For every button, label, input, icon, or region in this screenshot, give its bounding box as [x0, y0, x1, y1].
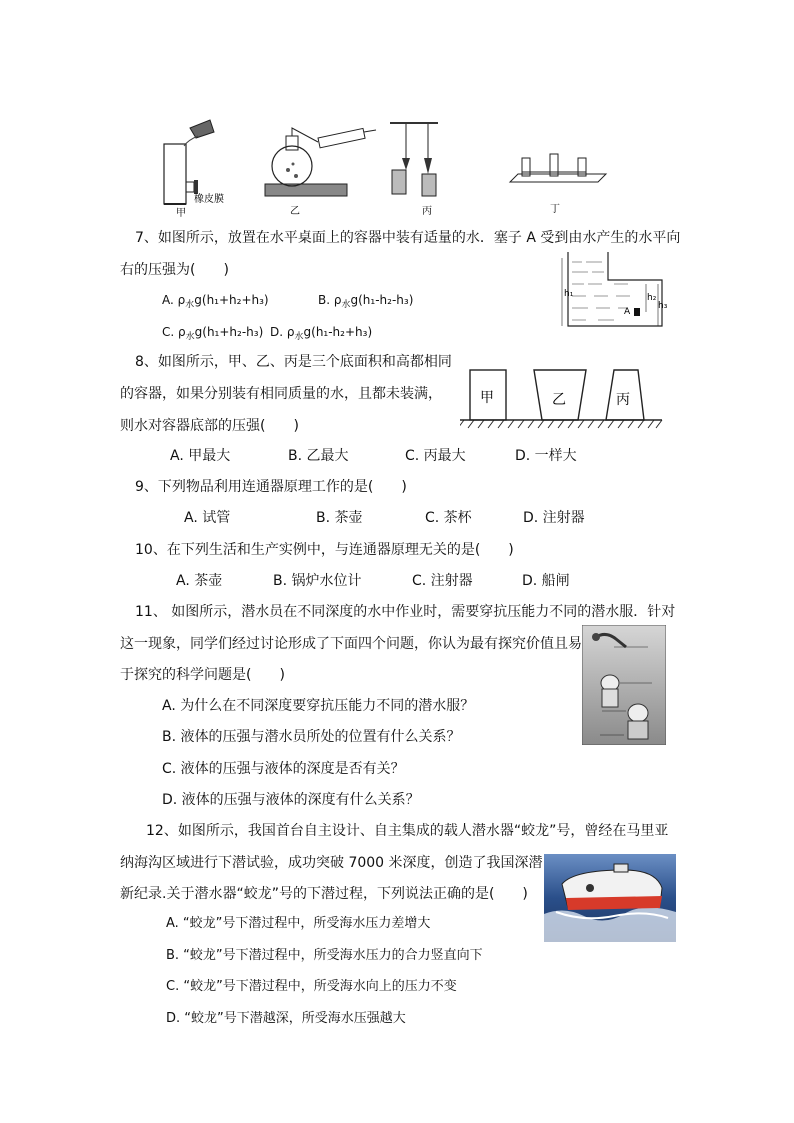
top-label-yi: 乙 — [290, 206, 300, 217]
q11-option-c: C. 液体的压强与液体的深度是否有关？ — [162, 761, 405, 777]
q9-option-d: D. 注射器 — [523, 510, 585, 526]
q12-option-c: C. “蛟龙”号下潜过程中，所受海水向上的压力不变 — [166, 979, 457, 994]
q10-option-c: C. 注射器 — [412, 573, 473, 589]
membrane-label: 橡皮膜 — [194, 194, 224, 205]
figure-bing — [390, 122, 438, 196]
q8-stem-line1: 8、如图所示，甲、乙、丙是三个底面积和高都相同 — [135, 354, 452, 370]
q7-label-h2: h₂ — [647, 293, 657, 303]
q10-stem: 10、在下列生活和生产实例中，与连通器原理无关的是( ) — [135, 542, 514, 558]
figure-top-row — [150, 118, 620, 218]
q11-stem-line2: 这一现象，同学们经过讨论形成了下面四个问题，你认为最有探究价值且易 — [120, 636, 582, 652]
figure-jia — [164, 120, 224, 205]
q10-option-a: A. 茶壶 — [176, 573, 223, 589]
q10-option-b: B. 锅炉水位计 — [273, 573, 362, 589]
q12-submersible-image — [544, 854, 676, 942]
q12-stem-line2: 纳海沟区域进行下潜试验，成功突破 7000 米深度，创造了我国深潜 — [120, 855, 543, 871]
q7-label-h3: h₃ — [658, 301, 668, 311]
q7-option-d: D. $\rho_水g(h_1-h_2+h_3)$ — [270, 325, 373, 342]
q7-option-a: A. $\rho_水g(h_1+h_2+h_3)$ — [162, 293, 269, 310]
figure-yi — [265, 128, 376, 196]
q7-option-c: C. $\rho_水g(h_1+h_2-h_3)$ — [162, 325, 264, 342]
q11-option-a: A. 为什么在不同深度要穿抗压能力不同的潜水服？ — [162, 698, 475, 714]
q7-label-h1: h₁ — [564, 289, 574, 299]
q11-stem-line1: 11、 如图所示，潜水员在不同深度的水中作业时，需要穿抗压能力不同的潜水服．针对 — [135, 604, 676, 620]
q9-option-b: B. 茶壶 — [316, 510, 363, 526]
q9-stem: 9、下列物品利用连通器原理工作的是( ) — [135, 479, 407, 495]
q8-option-d: D. 一样大 — [515, 448, 577, 464]
q7-option-b: B. $\rho_水g(h_1-h_2-h_3)$ — [318, 293, 414, 310]
q8-stem-line3: 则水对容器底部的压强( ) — [120, 418, 299, 434]
q9-option-c: C. 茶杯 — [425, 510, 472, 526]
top-label-ding: 丁 — [550, 204, 560, 215]
q11-option-b: B. 液体的压强与潜水员所处的位置有什么关系？ — [162, 729, 461, 745]
q8-stem-line2: 的容器，如果分别装有相同质量的水，且都未装满， — [120, 386, 442, 402]
q12-stem-line1: 12、如图所示，我国首台自主设计、自主集成的载人潜水器“蛟龙”号，曾经在马里亚 — [146, 823, 669, 839]
q9-option-a: A. 试管 — [184, 510, 231, 526]
q8-option-b: B. 乙最大 — [288, 448, 349, 464]
q12-option-a: A. “蛟龙”号下潜过程中，所受海水压力差增大 — [166, 916, 431, 931]
q12-stem-line3: 新纪录.关于潜水器“蛟龙”号的下潜过程，下列说法正确的是( ) — [120, 886, 528, 902]
q12-option-d: D. “蛟龙”号下潜越深，所受海水压强越大 — [166, 1011, 406, 1026]
q7-stem-line2: 右的压强为( ) — [120, 262, 229, 278]
q7-label-a: A — [624, 307, 631, 317]
q8-label-jia: 甲 — [480, 390, 494, 406]
q11-option-d: D. 液体的压强与液体的深度有什么关系？ — [162, 792, 420, 808]
q12-option-b: B. “蛟龙”号下潜过程中，所受海水压力的合力竖直向下 — [166, 948, 483, 963]
figure-ding — [510, 154, 606, 182]
q8-option-a: A. 甲最大 — [170, 448, 231, 464]
q10-option-d: D. 船闸 — [522, 573, 570, 589]
q8-figure — [460, 364, 665, 436]
top-label-bing: 丙 — [422, 206, 432, 217]
q8-option-c: C. 丙最大 — [405, 448, 466, 464]
q8-label-bing: 丙 — [616, 392, 630, 408]
q8-label-yi: 乙 — [552, 392, 566, 408]
top-label-jia: 甲 — [176, 208, 186, 218]
q7-stem-line1: 7、如图所示，放置在水平桌面上的容器中装有适量的水．塞子 A 受到由水产生的水平向 — [135, 230, 681, 246]
q11-stem-line3: 于探究的科学问题是( ) — [120, 667, 285, 683]
q11-diver-image — [582, 625, 666, 745]
q7-figure — [558, 250, 668, 330]
